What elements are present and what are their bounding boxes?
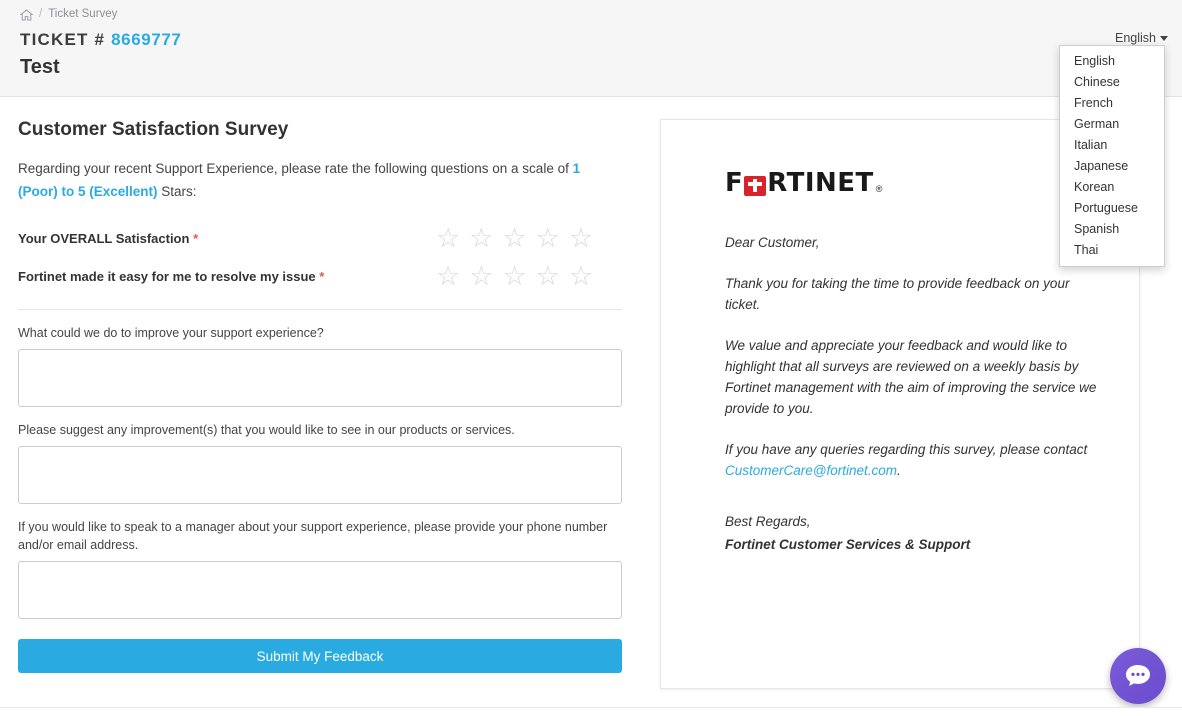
manager-contact-label: If you would like to speak to a manager about your support experience, please provide your phone number and/or email address. [18,520,608,552]
survey-form [0,97,660,716]
rating-question-ease-label [18,269,436,284]
rating-stars-ease[interactable] [436,261,622,291]
rating-question-ease [18,261,622,291]
survey-title: Customer Satisfaction Survey [18,119,289,140]
logo-text-right: RTINET [767,168,874,198]
chevron-down-icon [1160,36,1168,41]
rating-question-overall [18,223,622,253]
letter-paragraph-2: We value and appreciate your feedback and would like to highlight that all surveys are reviewed on a weekly basis by Fortinet management with the aim of improving the service we provide to you. [725,338,1097,416]
star-2[interactable]: ☆ [469,223,494,253]
footer-divider [0,707,1182,716]
star-4[interactable]: ☆ [535,261,560,291]
letter-contact-prefix: If you have any queries regarding this survey, please contact [725,442,1088,457]
rating-question-overall-label [18,231,428,246]
rating-stars-overall[interactable] [436,223,622,253]
star-2[interactable]: ☆ [469,261,494,291]
language-option-spanish[interactable]: Spanish [1074,222,1120,236]
language-selected-label: English [1115,31,1156,45]
language-option-english[interactable]: English [1074,54,1115,68]
improve-support-label: What could we do to improve your support experience? [18,326,324,340]
star-5[interactable]: ☆ [568,261,594,291]
manager-contact-textarea[interactable] [18,561,622,619]
ticket-number[interactable]: 8669777 [111,30,182,49]
language-option-chinese[interactable]: Chinese [1074,75,1120,89]
survey-intro-suffix: Stars: [157,184,197,199]
fortinet-logo [725,168,1099,198]
letter-greeting: Dear Customer, [725,235,820,250]
star-3[interactable]: ☆ [502,223,527,253]
language-option-german[interactable]: German [1074,117,1120,131]
section-divider [18,309,622,310]
ticket-line [0,20,1182,50]
survey-intro-highlight: 1 (Poor) to 5 (Excellent) [18,161,581,199]
improve-support-textarea[interactable] [18,349,622,407]
chat-bubble-glyph [1124,663,1152,689]
ticket-label: TICKET # [20,30,106,49]
logo-text-left: F [725,168,744,198]
required-asterisk: * [319,268,325,284]
product-improvements-label: Please suggest any improvement(s) that you would like to see in our products or services. [18,423,515,437]
language-dropdown-menu[interactable] [1059,45,1165,267]
chat-bubble-icon[interactable] [1110,648,1166,704]
language-option-korean[interactable]: Korean [1074,180,1115,194]
letter-contact-paragraph [725,439,1099,481]
home-icon[interactable] [20,9,33,21]
rating-label-text: Your OVERALL Satisfaction [18,230,190,246]
star-3[interactable]: ☆ [502,261,527,291]
submit-feedback-button[interactable]: Submit My Feedback [18,639,622,673]
registered-mark: ® [875,184,883,194]
letter-signature: Fortinet Customer Services & Support [725,537,971,552]
language-option-thai[interactable]: Thai [1074,243,1099,257]
breadcrumb-current[interactable]: Ticket Survey [48,8,118,20]
logo-mark-icon [744,176,766,196]
letter-paragraph-1: Thank you for taking the time to provide feedback on your ticket. [725,276,1070,312]
star-1[interactable]: ☆ [436,223,461,253]
product-improvements-textarea[interactable] [18,446,622,504]
survey-intro-prefix: Regarding your recent Support Experience, please rate the following questions on a scale of [18,161,573,176]
main-content [0,97,1182,716]
rating-label-text: Fortinet made it easy for me to resolve my issue [18,268,316,284]
breadcrumb [0,0,1182,20]
letter-signature-block [725,511,1099,555]
letter-contact-suffix: . [897,463,901,478]
language-option-italian[interactable]: Italian [1074,138,1108,152]
language-option-portuguese[interactable]: Portuguese [1074,201,1138,215]
language-option-french[interactable]: French [1074,96,1113,110]
star-5[interactable]: ☆ [568,223,594,253]
star-4[interactable]: ☆ [535,223,560,253]
language-option-japanese[interactable]: Japanese [1074,159,1129,173]
breadcrumb-separator: / [39,8,43,20]
required-asterisk: * [193,230,199,246]
language-selector[interactable] [1115,31,1168,45]
star-1[interactable]: ☆ [436,261,461,291]
letter-body [725,232,1099,555]
page-title: Test [20,56,60,78]
letter-closing: Best Regards, [725,514,811,529]
survey-intro [18,157,618,203]
customer-care-email-link[interactable]: CustomerCare@fortinet.com [725,463,898,478]
